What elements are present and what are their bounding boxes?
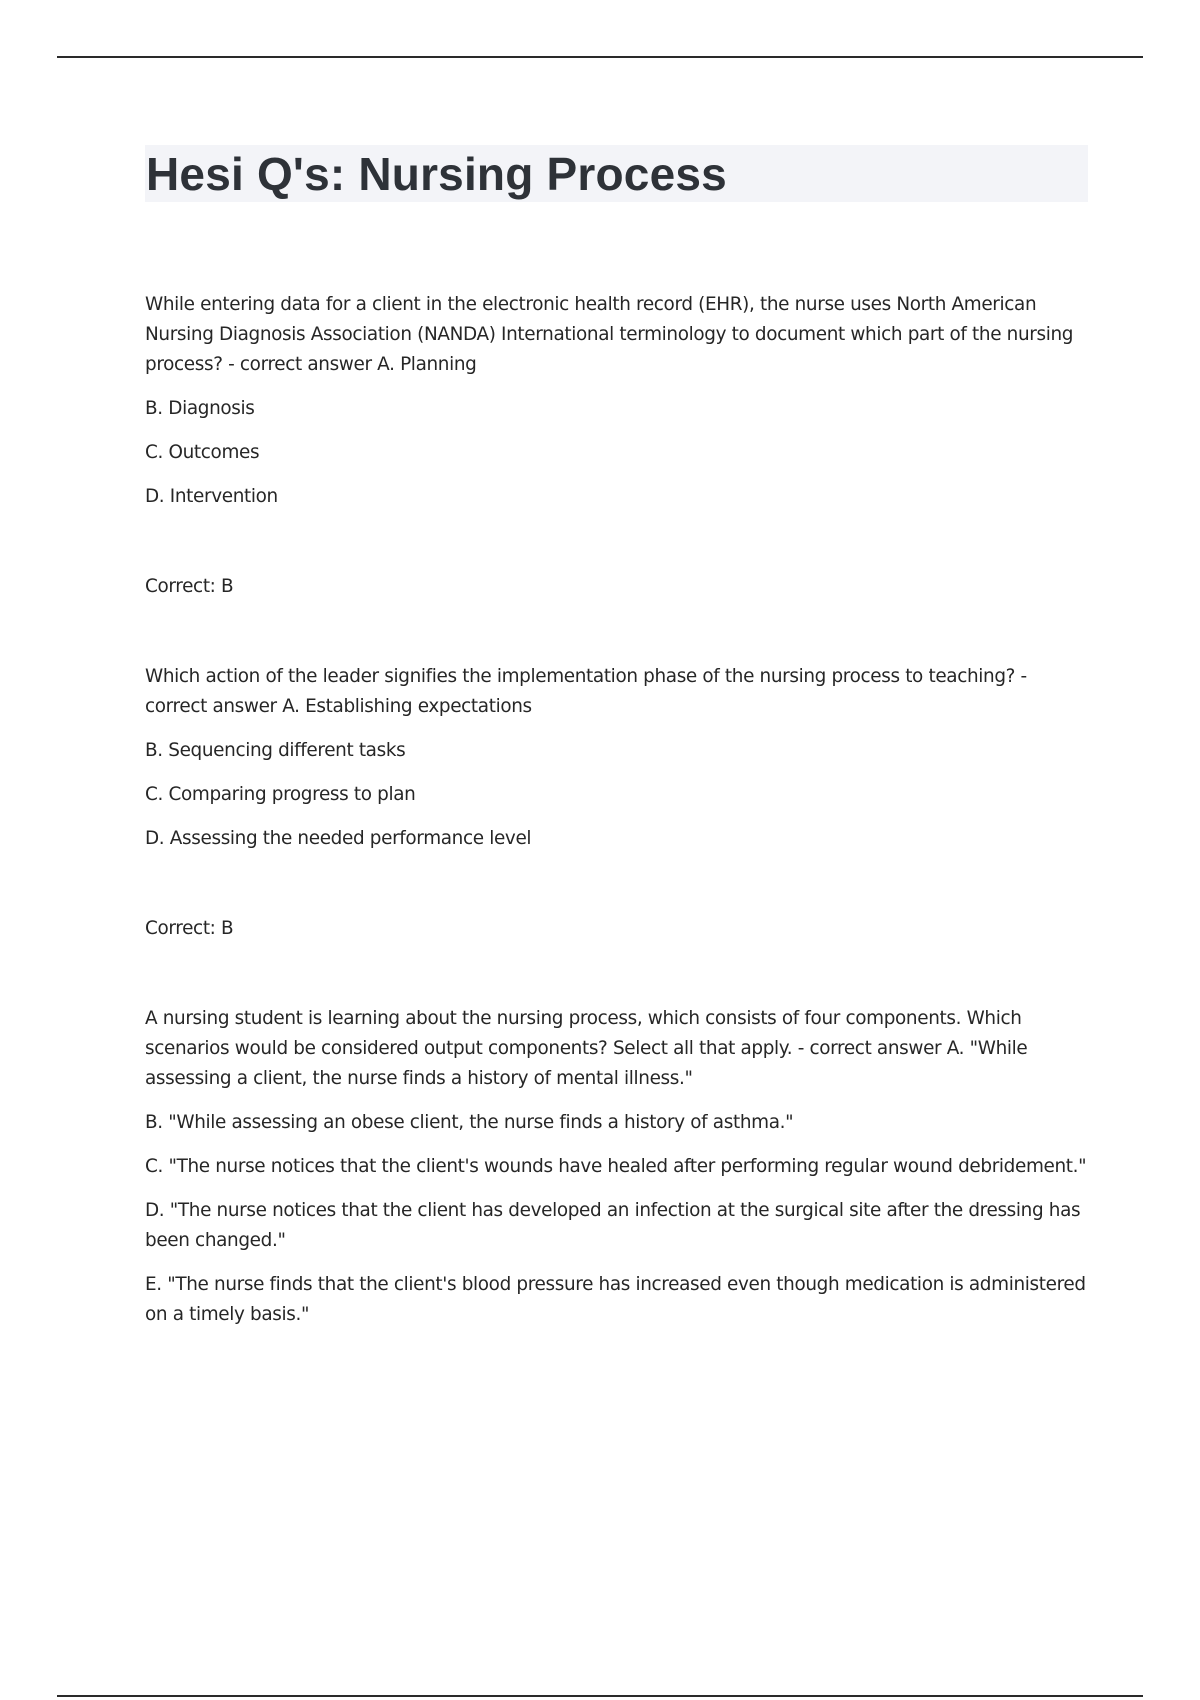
correct-answer: Correct: B (145, 576, 234, 597)
answer-option: D. Assessing the needed performance level (145, 828, 532, 849)
question-spacer (145, 602, 1090, 662)
answer-option: B. "While assessing an obese client, the nurse finds a history of asthma." (145, 1112, 794, 1133)
correct-answer: Correct: B (145, 918, 234, 939)
question-block-1 (145, 290, 1090, 602)
answer-option: E. "The nurse finds that the client's blood pressure has increased even though medication is administered on a timely basis." (145, 1274, 1086, 1325)
answer-option: B. Sequencing different tasks (145, 740, 406, 761)
answer-option: C. Comparing progress to plan (145, 784, 416, 805)
answer-option: D. "The nurse notices that the client has developed an infection at the surgical site after the dressing has been changed." (145, 1200, 1081, 1251)
question-block-3 (145, 1004, 1090, 1330)
answer-option: C. Outcomes (145, 442, 260, 463)
page-title: Hesi Q's: Nursing Process (146, 148, 727, 200)
question-text: While entering data for a client in the electronic health record (EHR), the nurse uses North American Nursing Diagnosis Association (NANDA) International terminology to document which part of the nursing process? - correct answer A. Planning (145, 294, 1074, 375)
question-spacer (145, 944, 1090, 1004)
answer-option: D. Intervention (145, 486, 278, 507)
answer-option: B. Diagnosis (145, 398, 255, 419)
question-block-2 (145, 662, 1090, 944)
question-text: Which action of the leader signifies the implementation phase of the nursing process to teaching? - correct answer A. Establishing expectations (145, 666, 1027, 717)
answer-option: C. "The nurse notices that the client's wounds have healed after performing regular wound debridement." (145, 1156, 1087, 1177)
bottom-rule (57, 1695, 1143, 1697)
document-body (145, 290, 1090, 1344)
question-text: A nursing student is learning about the nursing process, which consists of four components. Which scenarios would be considered output components? Select all that apply. - correct answer A. "While assessing a client, the nurse finds a history of mental illness." (145, 1008, 1028, 1089)
top-rule (57, 56, 1143, 58)
